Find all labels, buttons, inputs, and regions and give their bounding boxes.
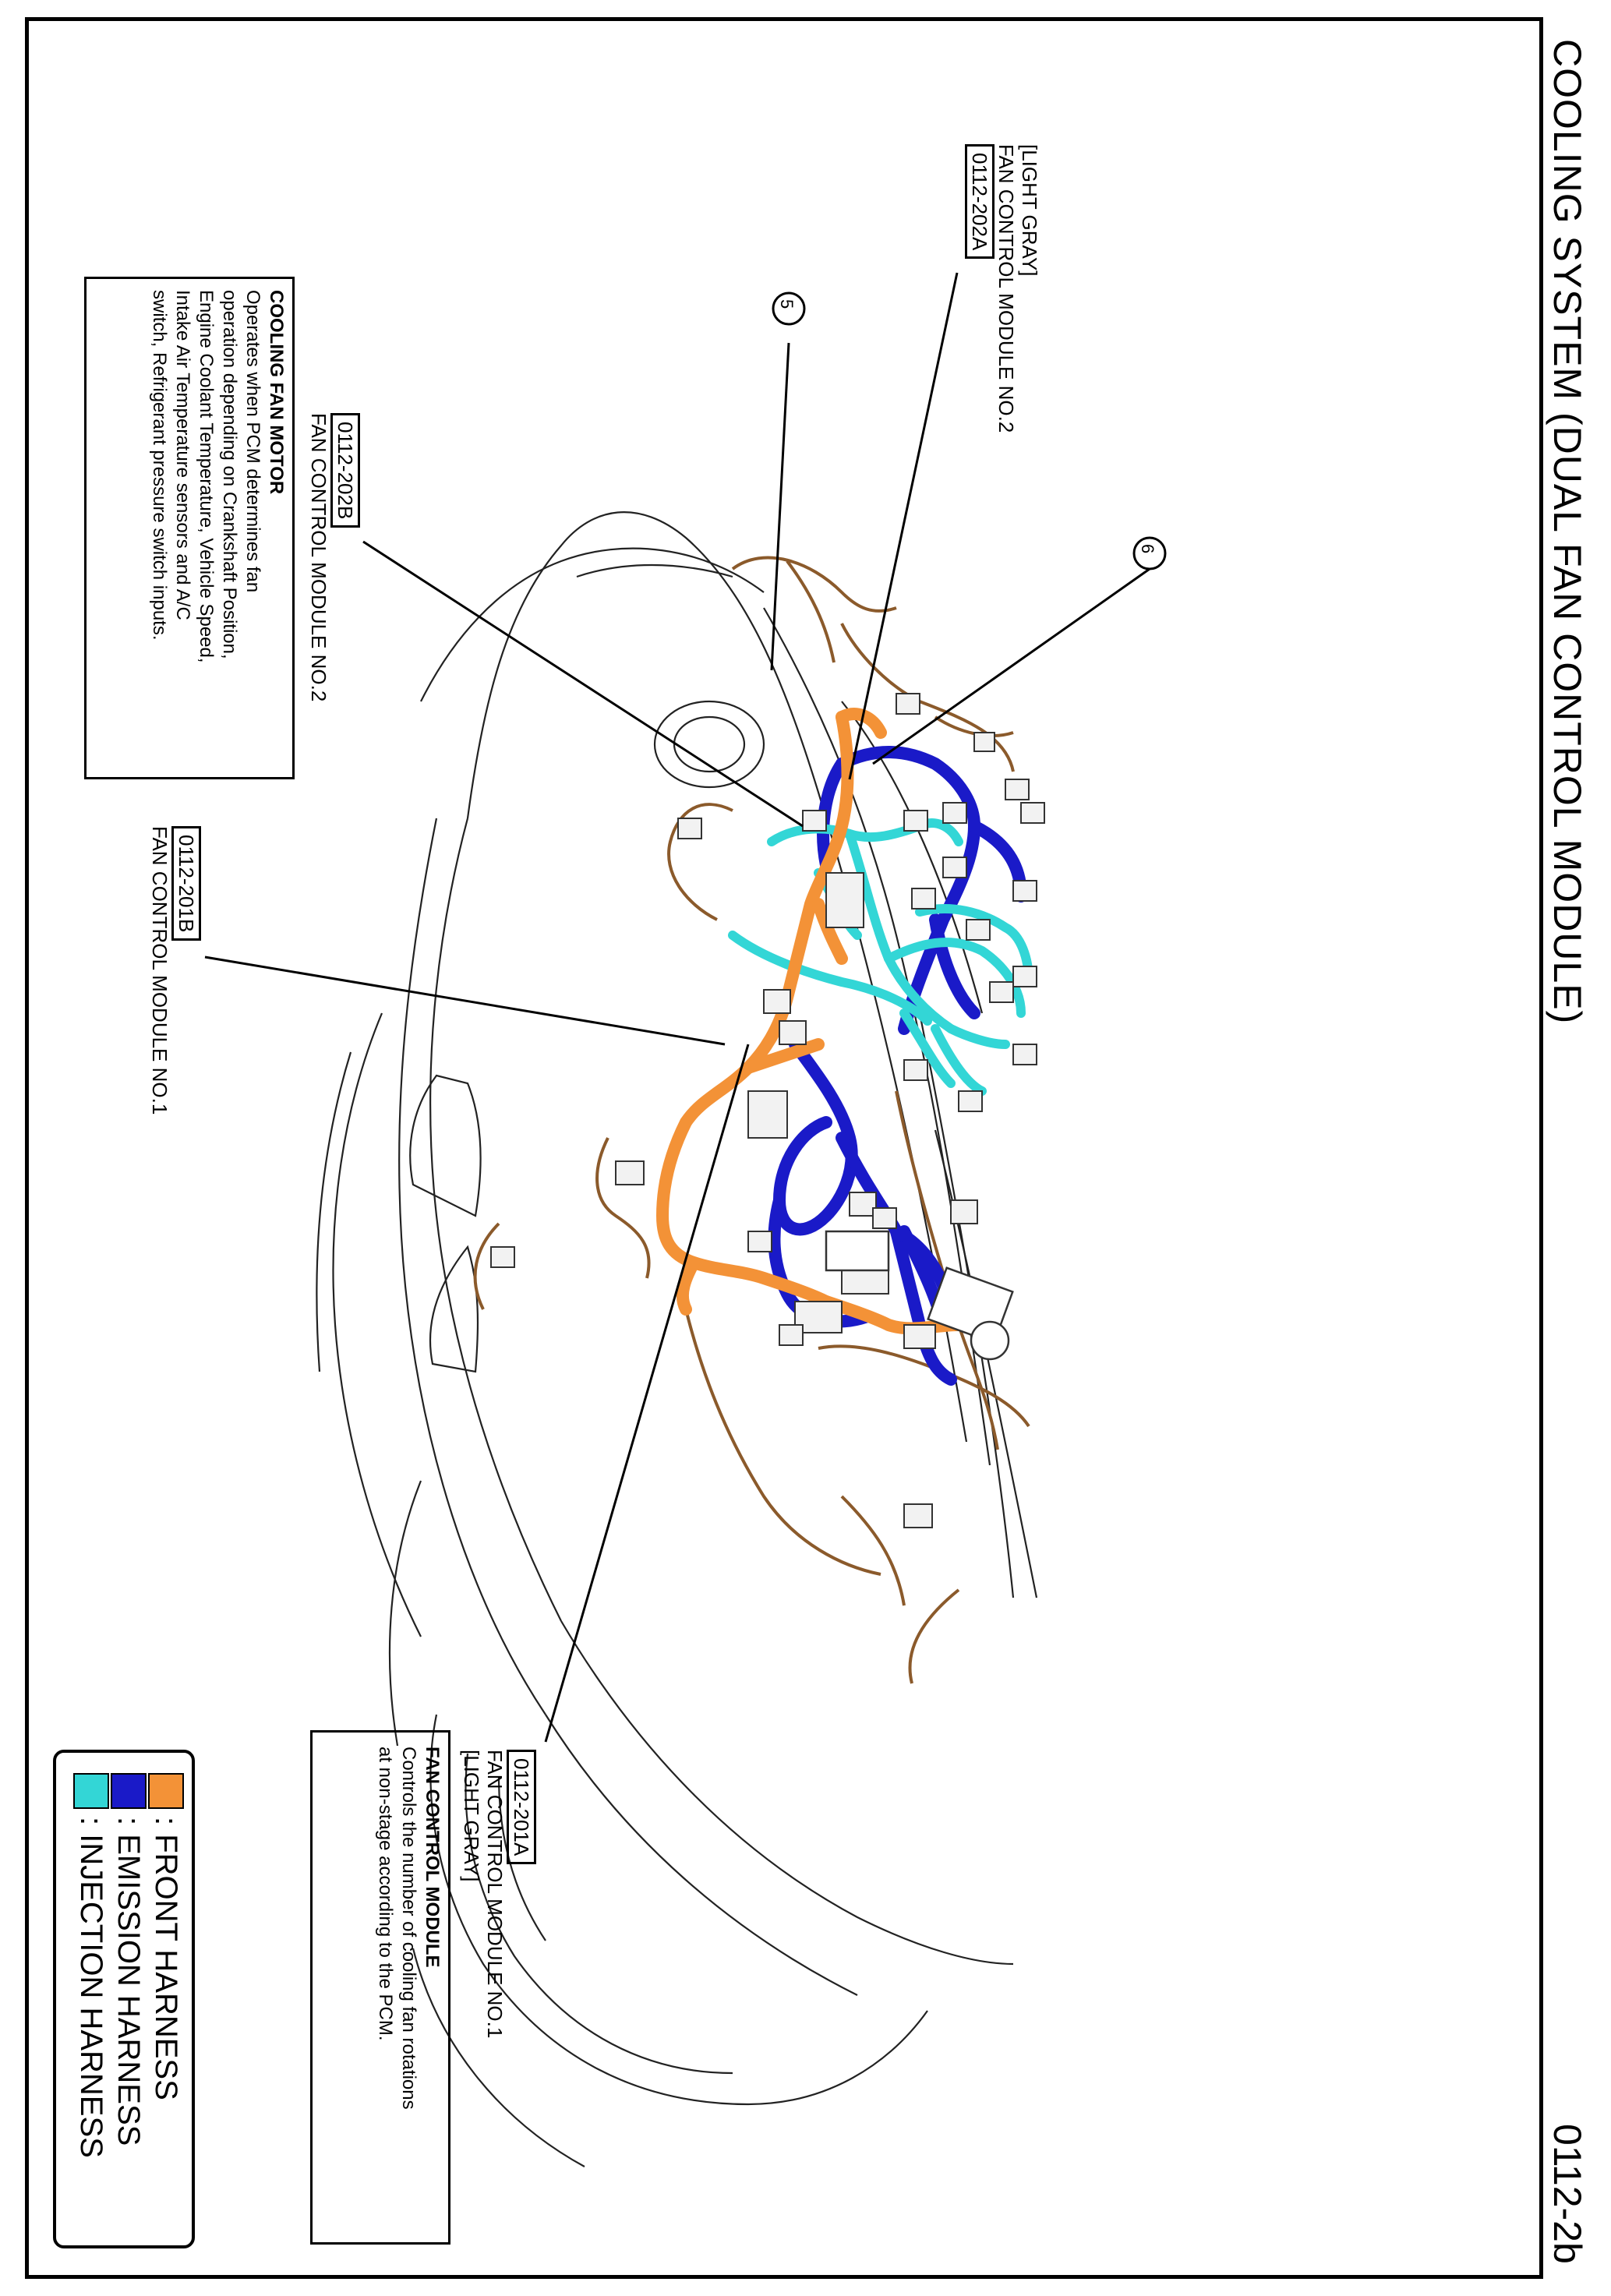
cooling-fan-motor-heading: COOLING FAN MOTOR (266, 290, 287, 495)
cooling-fan-motor-line: switch, Refrigerant pressure switch inputs. (149, 290, 170, 641)
legend-label-emission: : EMISSION HARNESS (111, 1817, 147, 2146)
callout-202a (965, 144, 1041, 433)
page-title: COOLING SYSTEM (DUAL FAN CONTROL MODULE) (1546, 39, 1589, 1025)
circle-label-6: 6 (1138, 544, 1157, 554)
page-number: 0112-2b (1546, 2124, 1589, 2264)
connectors (491, 694, 1044, 1528)
cooling-fan-motor-box (84, 277, 295, 779)
legend-item-injection (72, 1773, 110, 2158)
callout-201a-line1: FAN CONTROL MODULE NO.1 (483, 1750, 507, 2039)
cooling-fan-motor-line: operation depending on Crankshaft Position, (219, 290, 240, 659)
callout-201b-line1: FAN CONTROL MODULE NO.1 (148, 826, 171, 1115)
legend-label-injection: : INJECTION HARNESS (74, 1817, 109, 2158)
fan-control-module-line: at non-stage according to the PCM. (375, 1747, 396, 2041)
legend-swatch-injection (73, 1773, 109, 1809)
callout-202a-code: 0112-202A (965, 144, 995, 259)
callout-201b-code: 0112-201B (171, 826, 201, 941)
fan-control-module-heading: FAN CONTROL MODULE (422, 1747, 443, 1968)
legend-item-emission (110, 1773, 147, 2158)
legend-swatch-front (148, 1773, 184, 1809)
callout-201b (148, 826, 201, 1114)
legend-swatch-emission (111, 1773, 147, 1809)
cooling-fan-motor-line: Operates when PCM determines fan (242, 290, 263, 593)
fan-control-module-text (373, 1747, 443, 2110)
callout-201a-line2: [LIGHT GRAY] (460, 1750, 483, 1882)
fan-control-module-line: Controls the number of cooling fan rotations (398, 1747, 419, 2110)
callout-202b-code: 0112-202B (330, 413, 360, 528)
cooling-fan-motor-line: Intake Air Temperature sensors and A/C (172, 290, 193, 620)
cooling-fan-motor-text (147, 290, 288, 663)
callout-202a-line2: [LIGHT GRAY] (1018, 144, 1041, 277)
harness-legend (53, 1750, 195, 2248)
legend-list (72, 1773, 185, 2158)
cooling-fan-motor-line: Engine Coolant Temperature, Vehicle Speed, (196, 290, 217, 663)
legend-label-front: : FRONT HARNESS (149, 1817, 184, 2100)
callout-202b (307, 413, 360, 701)
callout-201a-code: 0112-201A (507, 1750, 536, 1864)
callout-202b-line1: FAN CONTROL MODULE NO.2 (307, 413, 330, 702)
circle-label-5: 5 (777, 299, 797, 309)
injection-harness-path (733, 823, 1029, 1091)
legend-item-front (147, 1773, 185, 2158)
callout-201a (460, 1750, 536, 2038)
fan-control-module-box (310, 1730, 450, 2245)
callout-202a-line1: FAN CONTROL MODULE NO.2 (995, 144, 1018, 433)
